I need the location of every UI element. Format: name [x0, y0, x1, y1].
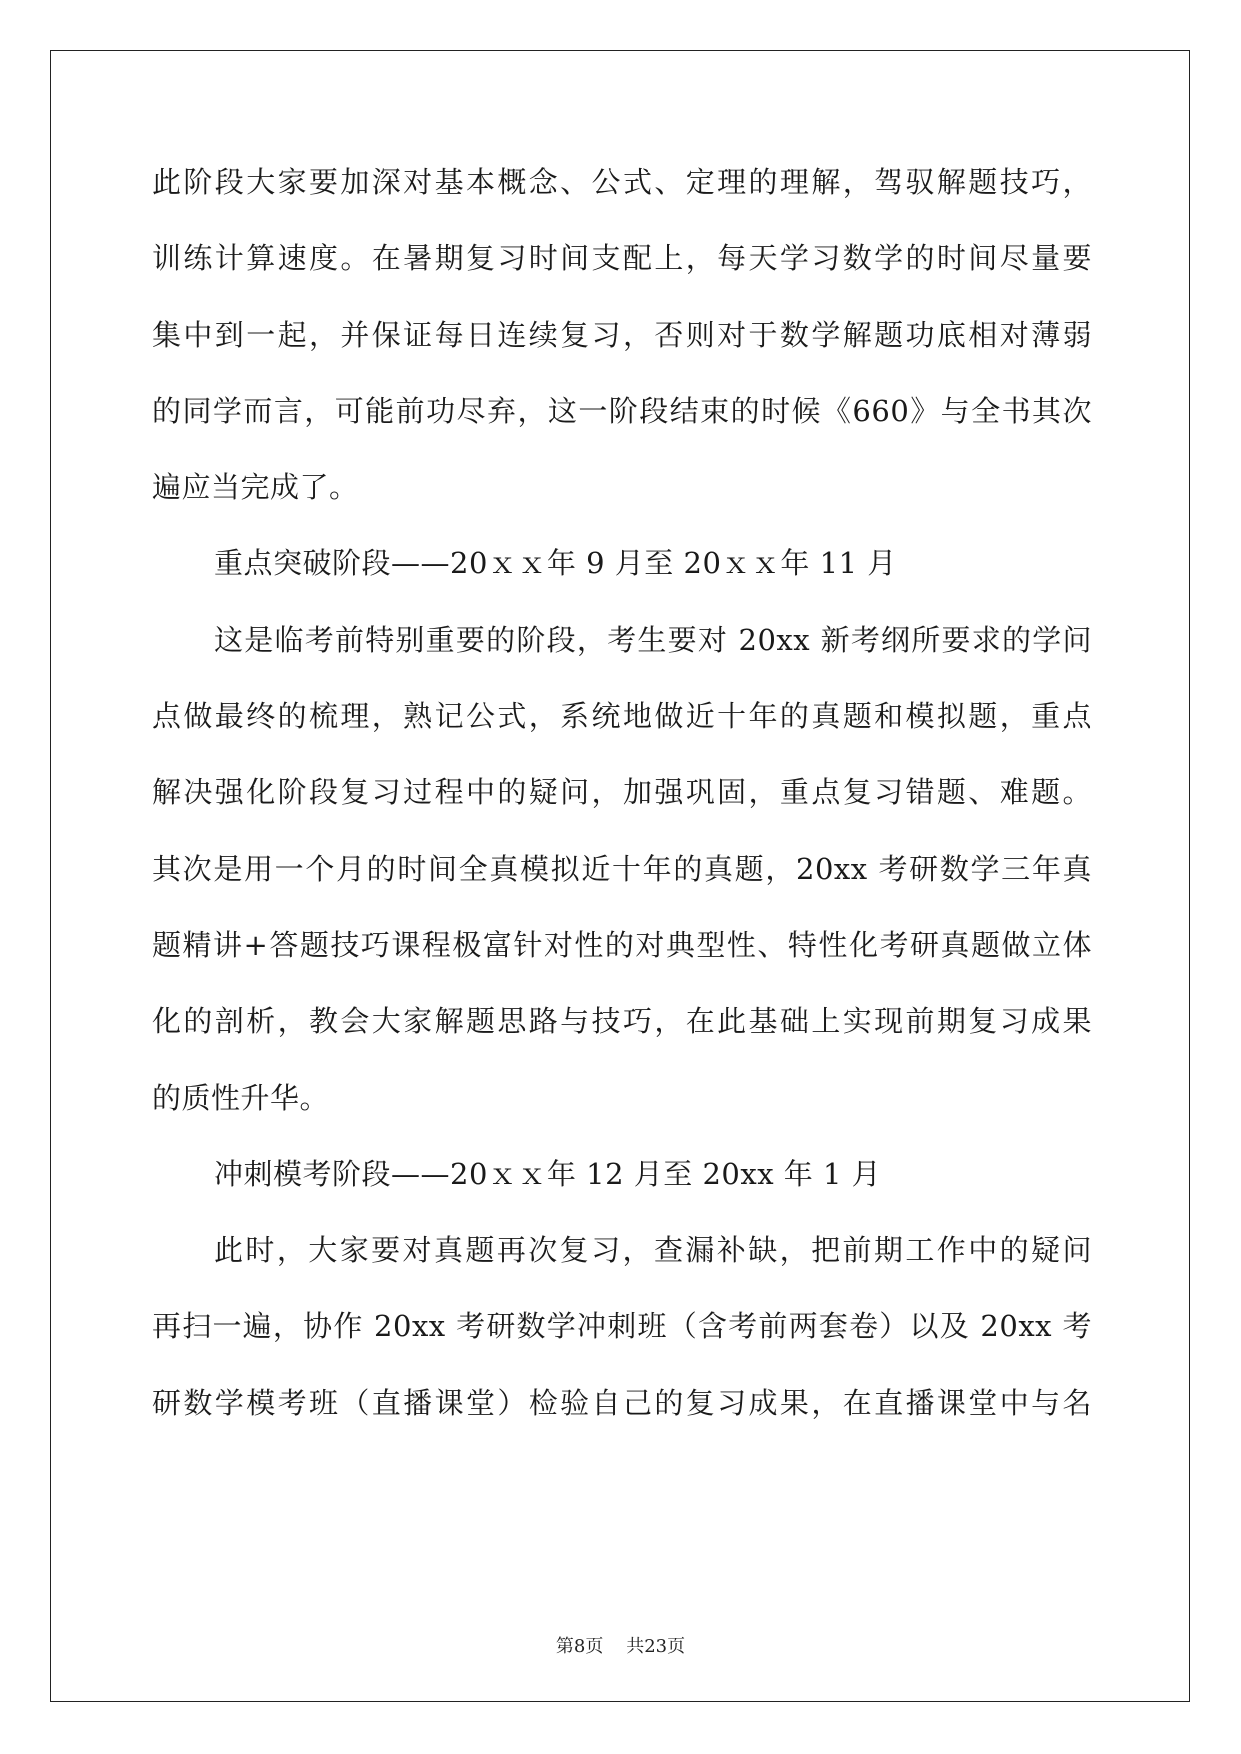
text-line: 其次是用一个月的时间全真模拟近十年的真题，20xx 考研数学三年真	[152, 851, 1092, 886]
text-line: 这是临考前特别重要的阶段，考生要对 20xx 新考纲所要求的学问	[214, 622, 1092, 657]
text-line: 此时，大家要对真题再次复习，查漏补缺，把前期工作中的疑问	[214, 1233, 1092, 1268]
text-line: 遍应当完成了。	[152, 470, 359, 505]
text-line: 此阶段大家要加深对基本概念、公式、定理的理解，驾驭解题技巧，	[152, 165, 1092, 199]
text-line: 题精讲+答题技巧课程极富针对性的对典型性、特性化考研真题做立体	[152, 927, 1092, 962]
page-number: 第8页	[555, 1636, 604, 1657]
text-line: 的质性升华。	[152, 1080, 330, 1115]
text-line: 研数学模考班（直播课堂）检验自己的复习成果，在直播课堂中与名	[152, 1385, 1092, 1420]
text-line: 的同学而言，可能前功尽弃，这一阶段结束的时候《660》与全书其次	[152, 393, 1092, 428]
text-line: 点做最终的梳理，熟记公式，系统地做近十年的真题和模拟题，重点	[152, 699, 1092, 734]
page-footer	[0, 1636, 1241, 1658]
text-line: 再扫一遍，协作 20xx 考研数学冲刺班（含考前两套卷）以及 20xx 考	[152, 1309, 1092, 1344]
text-line: 重点突破阶段——20ｘｘ年 9 月至 20ｘｘ年 11 月	[214, 546, 897, 581]
text-line: 化的剖析，教会大家解题思路与技巧，在此基础上实现前期复习成果	[152, 1004, 1092, 1039]
page-total: 共23页	[626, 1636, 686, 1657]
text-line: 冲刺模考阶段——20ｘｘ年 12 月至 20xx 年 1 月	[214, 1156, 882, 1191]
document-body	[152, 162, 1092, 1459]
text-line: 解决强化阶段复习过程中的疑问，加强巩固，重点复习错题、难题。	[152, 775, 1092, 810]
text-line: 训练计算速度。在暑期复习时间支配上，每天学习数学的时间尽量要	[152, 241, 1092, 276]
text-line: 集中到一起，并保证每日连续复习，否则对于数学解题功底相对薄弱	[152, 317, 1092, 352]
